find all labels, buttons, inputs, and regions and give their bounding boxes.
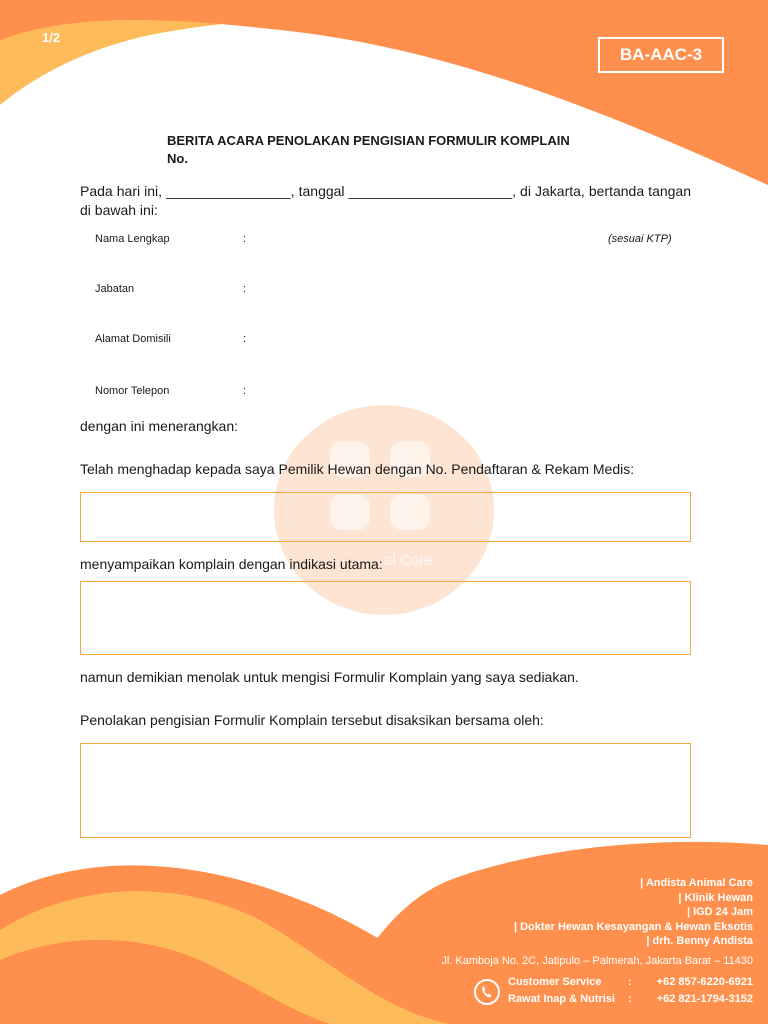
footer-address: Jl. Kamboja No. 2C, Jatipulo – Palmerah, Jakarta Barat – 11430: [441, 955, 753, 967]
paragraph-menolak: namun demikian menolak untuk mengisi Formulir Komplain yang saya sediakan.: [80, 669, 579, 685]
watermark-text: al Core: [384, 552, 433, 569]
footer-line: | Klinik Hewan: [678, 891, 753, 904]
contact-phone[interactable]: +62 857-6220-6921: [656, 976, 753, 988]
field-nama-lengkap[interactable]: [95, 233, 695, 245]
phone-icon: [474, 979, 500, 1005]
saksi-box[interactable]: [80, 743, 691, 838]
document-title: [167, 132, 637, 168]
contact-colon: :: [628, 976, 632, 988]
field-label: Nomor Telepon: [95, 385, 170, 397]
contact-phone[interactable]: +62 821-1794-3152: [656, 993, 753, 1005]
indikasi-utama-box[interactable]: [80, 581, 691, 655]
document-code-badge: BA-AAC-3: [598, 37, 724, 73]
field-label: Alamat Domisili: [95, 333, 171, 345]
paragraph-saksi: Penolakan pengisian Formulir Komplain tersebut disaksikan bersama oleh:: [80, 712, 544, 728]
footer-line: | Dokter Hewan Kesayangan & Hewan Eksotis: [513, 920, 753, 933]
contact-label: Customer Service: [508, 976, 602, 988]
contact-label: Rawat Inap & Nutrisi: [508, 993, 615, 1005]
footer-clinic-info: [514, 876, 753, 949]
title-number: No.: [167, 151, 188, 166]
field-label: Nama Lengkap: [95, 233, 170, 245]
footer-line: | IGD 24 Jam: [686, 906, 753, 918]
field-alamat-domisili[interactable]: [95, 333, 695, 345]
rekam-medis-box[interactable]: [80, 492, 691, 542]
page-number: 1/2: [42, 30, 61, 45]
footer-line: | Andista Animal Care: [640, 877, 753, 889]
title-line: BERITA ACARA PENOLAKAN PENGISIAN FORMULIR KOMPLAIN: [167, 133, 570, 148]
field-colon: :: [243, 333, 247, 345]
field-colon: :: [243, 283, 247, 295]
field-label: Jabatan: [95, 283, 135, 295]
contact-customer-service: [508, 976, 753, 988]
footer-line: | drh. Benny Andista: [646, 935, 753, 947]
field-nomor-telepon[interactable]: [95, 385, 695, 397]
field-jabatan[interactable]: [95, 283, 695, 295]
paragraph-komplain: menyampaikan komplain dengan indikasi utama:: [80, 556, 383, 572]
field-note: (sesuai KTP): [608, 233, 672, 245]
intro-paragraph: Pada hari ini, ________________, tanggal _____________________, di Jakarta, bertanda tangan di bawah ini:: [80, 183, 691, 218]
paragraph-menerangkan: dengan ini menerangkan:: [80, 418, 239, 434]
field-colon: :: [243, 233, 247, 245]
contact-rawat-inap: [508, 993, 753, 1005]
paragraph-menghadap: Telah menghadap kepada saya Pemilik Hewan dengan No. Pendaftaran & Rekam Medis:: [80, 461, 635, 477]
field-colon: :: [243, 385, 247, 397]
contact-colon: :: [628, 993, 632, 1005]
